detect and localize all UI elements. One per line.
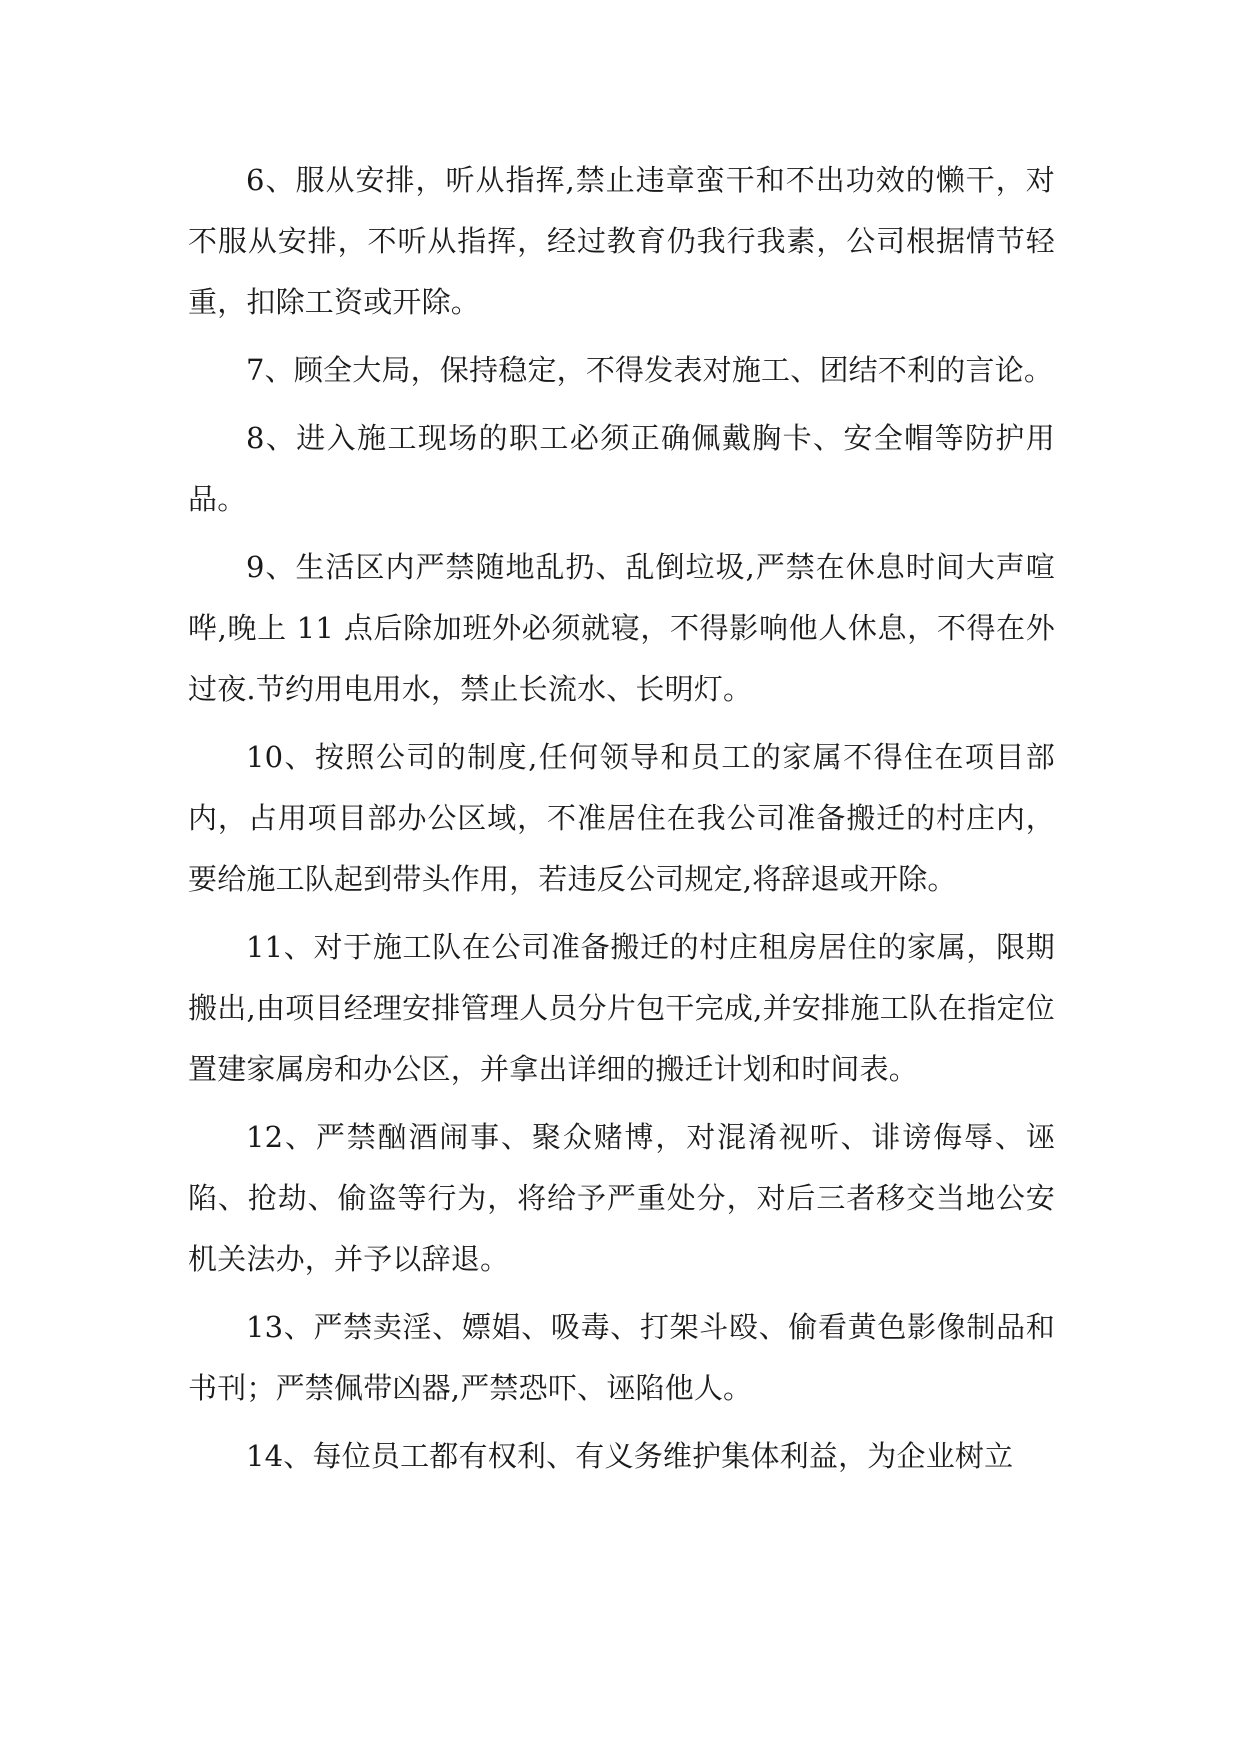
rule-paragraph-7: 7、顾全大局，保持稳定，不得发表对施工、团结不利的言论。 xyxy=(246,353,1054,387)
rule-paragraph-11: 11、对于施工队在公司准备搬迁的村庄租房居住的家属，限期搬出,由项目经理安排管理人员分片包干完成,并安排施工队在指定位置建家属房和办公区，并拿出详细的搬迁计划和时间表。 xyxy=(188,930,1055,1086)
document-body xyxy=(188,150,1055,1494)
rule-paragraph-12: 12、严禁酗酒闹事、聚众赌博，对混淆视听、诽谤侮辱、诬陷、抢劫、偷盗等行为，将给予严重处分，对后三者移交当地公安机关法办，并予以辞退。 xyxy=(188,1120,1055,1276)
rule-paragraph-14: 14、每位员工都有权利、有义务维护集体利益，为企业树立 xyxy=(246,1439,1014,1473)
rule-paragraph-6: 6、服从安排，听从指挥,禁止违章蛮干和不出功效的懒干，对不服从安排，不听从指挥，经过教育仍我行我素，公司根据情节轻重，扣除工资或开除。 xyxy=(188,163,1055,319)
rule-paragraph-10: 10、按照公司的制度,任何领导和员工的家属不得住在项目部内，占用项目部办公区域，不准居住在我公司准备搬迁的村庄内，要给施工队起到带头作用，若违反公司规定,将辞退或开除。 xyxy=(188,740,1055,896)
rule-paragraph-9: 9、生活区内严禁随地乱扔、乱倒垃圾,严禁在休息时间大声喧哗,晚上 11 点后除加班外必须就寝，不得影响他人休息，不得在外过夜.节约用电用水，禁止长流水、长明灯。 xyxy=(188,550,1055,706)
rule-paragraph-13: 13、严禁卖淫、嫖娼、吸毒、打架斗殴、偷看黄色影像制品和书刊；严禁佩带凶器,严禁恐吓、诬陷他人。 xyxy=(188,1310,1055,1405)
rule-paragraph-8: 8、进入施工现场的职工必须正确佩戴胸卡、安全帽等防护用品。 xyxy=(188,421,1055,516)
